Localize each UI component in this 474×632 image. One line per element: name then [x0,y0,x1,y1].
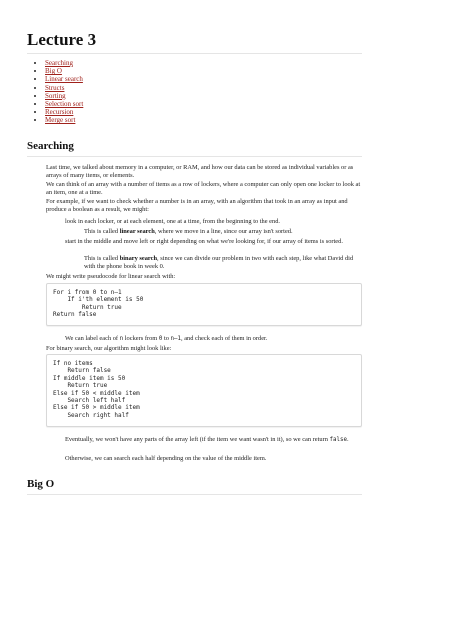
inline-code: n [119,336,124,342]
title-divider [27,53,362,54]
inline-code: 0 [158,336,163,342]
toc-link-linear-search[interactable]: Linear search [45,75,83,84]
toc-link-sorting[interactable]: Sorting [45,91,66,100]
inline-code: n–1 [170,336,181,342]
text-fragment: This is called [84,255,120,262]
paragraph-lockers: We can think of an array with a number of items as a row of lockers, where a computer can only open one locker to look at an item, one at a time. [46,181,361,196]
term-binary-search: binary search [119,255,158,262]
toc-item-structs [45,84,83,92]
toc-item-searching [45,59,83,67]
paragraph-pseudocode-intro: We might write pseudocode for linear search with: [46,273,176,280]
list-subitem-linear [84,228,364,236]
toc-item-sorting [45,92,83,100]
code-block-binary-search: If no items Return false If middle item is 50 Return true Else if 50 < middle item Search left half Else if 50 > middle item Search right half [46,354,362,427]
toc-link-big-o[interactable]: Big O [45,67,62,76]
list-item-binary: start in the middle and move left or right depending on what we're looking for, if our array of items is sorted. [65,238,343,245]
toc-link-merge-sort[interactable]: Merge sort [45,116,76,125]
text-fragment: We can label each of [65,335,120,342]
section-divider [27,494,362,495]
page-title: Lecture 3 [27,30,97,49]
section-divider [27,156,362,157]
text-fragment: This is called [84,228,120,235]
toc-link-structs[interactable]: Structs [45,83,65,92]
toc-item-recursion [45,108,83,116]
text-fragment: , where we move in a line, since our array isn't sorted. [154,228,293,235]
text-fragment: Eventually, we won't have any parts of the array left (if the item we want wasn't in it), so we can return [65,436,330,443]
text-fragment: . [346,436,349,443]
paragraph-binary-intro: For binary search, our algorithm might look like: [46,345,172,352]
toc-item-big-o [45,67,83,75]
paragraph-otherwise: Otherwise, we can search each half depending on the value of the middle item. [65,455,267,462]
list-item-linear: look in each locker, or at each element, one at a time, from the beginning to the end. [65,218,280,225]
toc-item-selection-sort [45,100,83,108]
text-fragment: , and check each of them in order. [181,335,268,342]
paragraph-eventually [65,436,365,445]
text-fragment: to [162,335,171,342]
toc-link-searching[interactable]: Searching [45,59,73,67]
text-fragment: , since we can divide our problem in two with each step, like what David did with the phone book in week 0. [84,255,354,270]
section-heading-searching: Searching [27,140,74,152]
toc-link-recursion[interactable]: Recursion [45,108,74,117]
toc-item-merge-sort [45,116,83,124]
term-linear-search: linear search [119,228,155,235]
list-subitem-binary [84,255,364,270]
paragraph-example: For example, if we want to check whether a number is in an array, with an algorithm that took in an array as input and produce a boolean as a result, we might: [46,198,348,213]
table-of-contents [27,59,83,125]
toc-item-linear-search [45,75,83,83]
inline-code: false [329,437,347,443]
toc-link-selection-sort[interactable]: Selection sort [45,100,84,109]
paragraph-memory: Last time, we talked about memory in a computer, or RAM, and how our data can be stored as individual variables or as arrays of many items, or elements. [46,164,354,179]
paragraph-label-lockers [65,335,365,344]
code-block-linear-search: For i from 0 to n–1 If i'th element is 50 Return true Return false [46,283,362,326]
section-heading-big-o: Big O [27,478,55,490]
text-fragment: lockers from [123,335,159,342]
